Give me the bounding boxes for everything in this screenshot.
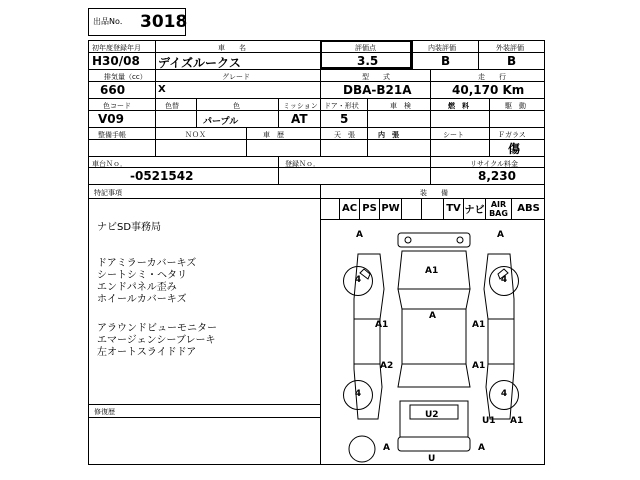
mark-rear-panel: U2 [425,410,439,420]
car-name-label: 車 名 [218,44,246,52]
car-diagram [320,219,545,465]
exterior-grade-label: 外装評価 [496,44,524,52]
equip-navi: ナビ [464,198,486,219]
displacement-label: 排気量（cc） [104,73,147,81]
mark-left-rear-door: A2 [380,361,394,371]
door-label: ドア・形状 [324,102,359,110]
tire-front-left: 4 [343,266,373,296]
mission-value: AT [291,112,308,126]
lot-number: 3018 [140,12,188,32]
color-code-value: V09 [98,112,124,126]
mark-bottom-center: U [428,454,436,464]
mark-right-rear-door: A1 [472,361,486,371]
interior-grade-label: 内装評価 [428,44,456,52]
recycle-value: 8,230 [478,169,516,183]
equipment-row [320,198,545,219]
equip-airbag: AIR BAG [486,198,512,219]
door-value: 5 [340,112,349,126]
tire-rear-left: 4 [343,380,373,410]
manual-label: 整備手帳 [98,131,126,139]
tire-rear-right: 4 [489,380,519,410]
equip-ps: PS [360,198,380,219]
mark-hood: A1 [425,266,439,276]
exterior-grade-value: B [507,54,517,68]
fuel-label: 燃 料 [448,102,469,110]
mark-rear-u1: U1 [482,416,496,426]
mission-label: ミッション [283,102,318,110]
inner-trim-label: 内 張 [378,131,399,139]
inspection-label: 車 検 [390,102,411,110]
color-code-label: 色コード [103,102,131,110]
note-block-2: ドアミラーカバーキズ シートシミ・ヘタリ エンドパネル歪み ホイールカバーキズ [97,258,197,305]
equip-abs: ABS [517,203,540,214]
special-notes-label: 特記事項 [94,189,122,197]
history-label: 車 歴 [263,131,284,139]
chassis-value: -0521542 [130,169,194,183]
mark-rear-a1: A1 [510,416,524,426]
glass-value: 傷 [508,142,521,156]
mark-top-left: A [356,230,363,240]
mark-left-front-door: A1 [375,320,389,330]
mileage-value: 40,170 Km [452,83,525,97]
mark-bottom-right: A [478,443,485,453]
note-block-3: アラウンドビューモニター エマージェンシーブレーキ 左オートスライドドア [97,323,217,358]
chassis-label: 車台Ｎｏ． [92,160,127,168]
equip-ac: AC [340,198,360,219]
equip-pw: PW [380,198,402,219]
mark-right-front-door: A1 [472,320,486,330]
color-change-label: 色替 [165,102,179,110]
grade-value: X [158,84,166,95]
mark-top-right: A [497,230,504,240]
equip-blank-1 [402,198,422,219]
registration-label: 登録Ｎｏ． [285,160,320,168]
color-label: 色 [233,102,240,110]
car-name-value: デイズルークス [158,56,241,70]
mileage-label: 走 行 [478,73,506,81]
note-block-1: ナビSD事務局 [97,222,162,233]
nox-label: ＮＯＸ [185,131,206,139]
roof-label: 天 張 [334,131,355,139]
glass-label: Ｆガラス [498,131,526,139]
drive-label: 駆 動 [505,102,526,110]
score-label: 評価点 [355,44,376,52]
grade-label: グレード [222,73,250,81]
mark-bottom-left: A [383,443,390,453]
displacement-value: 660 [100,83,126,97]
mark-roof: A [429,311,436,321]
equip-blank-2 [422,198,444,219]
first-reg-label: 初年度登録年月 [92,44,141,52]
model-value: DBA-B21A [343,83,412,97]
model-label: 型 式 [362,73,390,81]
score-value: 3.5 [357,54,379,68]
lot-label: 出品No． [93,17,128,26]
equipment-label: 装 備 [420,189,448,197]
recycle-label: リサイクル料金 [470,160,519,168]
seat-label: シート [443,131,464,139]
tire-front-right: 4 [489,266,519,296]
equip-tv: TV [444,198,464,219]
interior-grade-value: B [441,54,451,68]
repair-history-label: 修復歴 [94,408,115,416]
first-reg-value: H30/08 [92,54,140,68]
color-value: パープル [203,117,239,127]
